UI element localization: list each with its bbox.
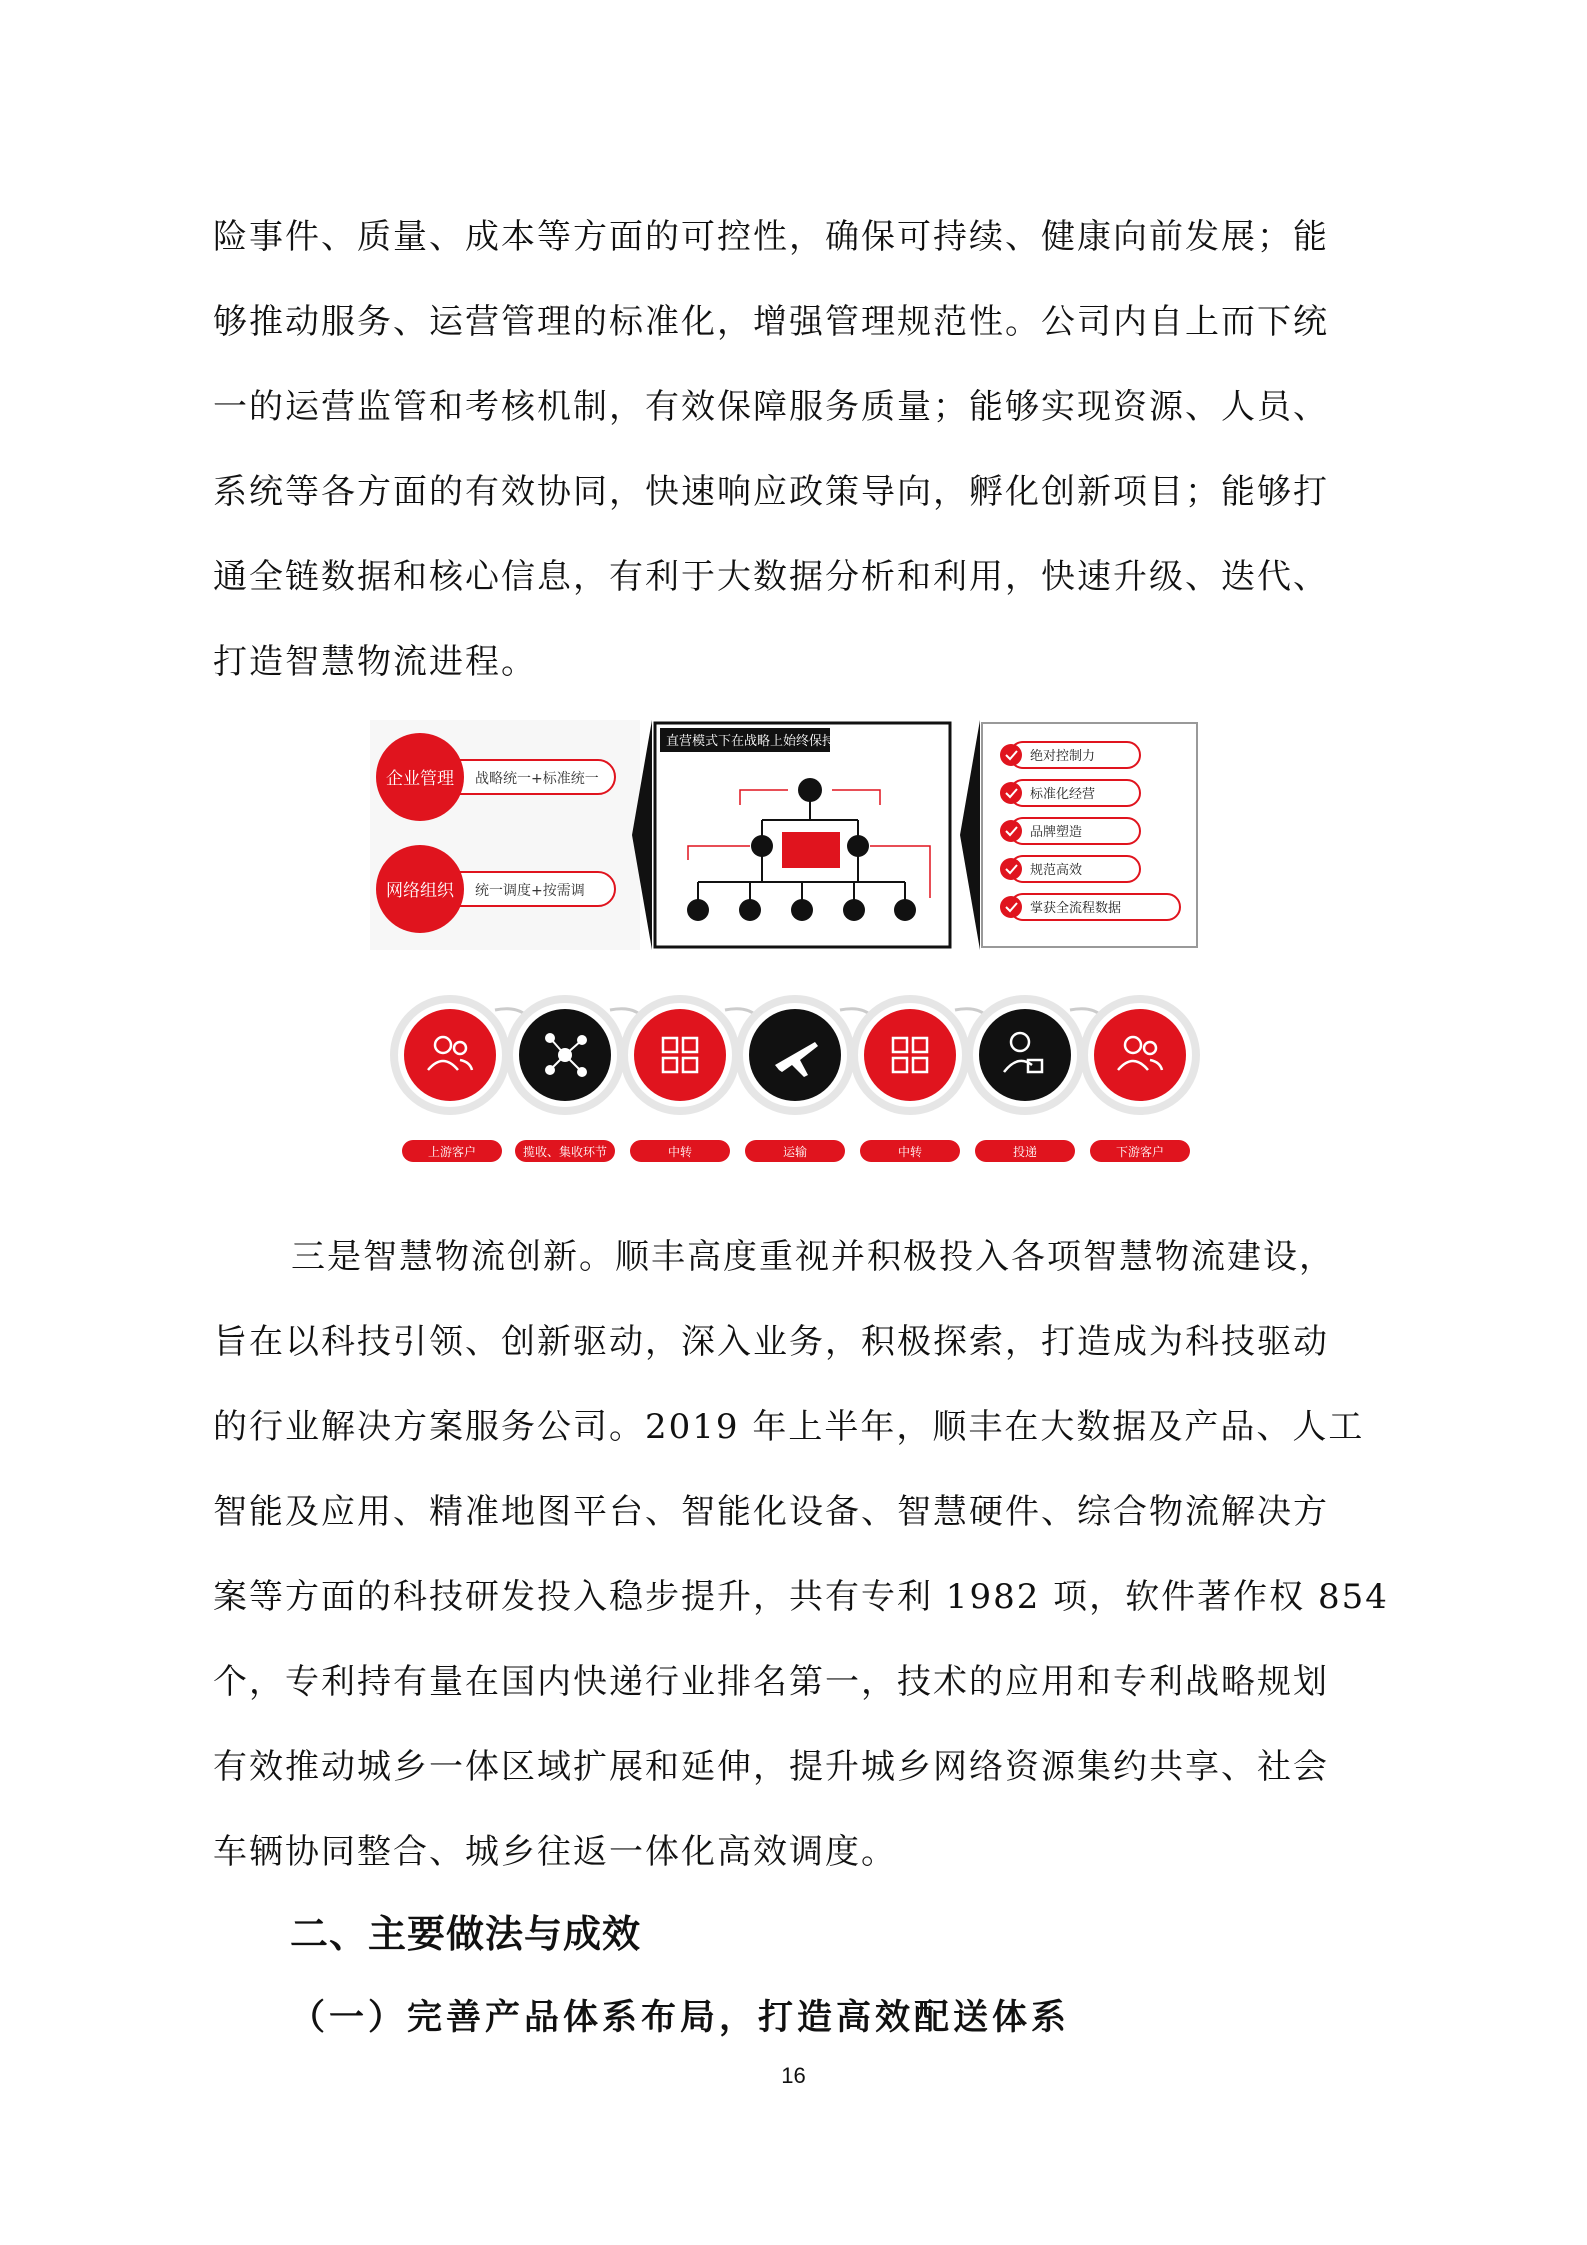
flow-node [394,999,506,1162]
network-organization-label: 网络组织 [386,881,454,901]
svg-text:中转: 中转 [897,1145,923,1159]
svg-text:运输: 运输 [782,1145,808,1159]
flow-node [624,999,736,1162]
svg-text:绝对控制力: 绝对控制力 [1030,749,1096,764]
flow-node [509,999,621,1162]
benefit-item [1000,742,1140,768]
paragraph-line: 一的运营监管和考核机制，有效保障服务质量；能够实现资源、人员、 [213,387,1329,427]
tree-node [847,835,869,857]
center-title: 直营模式下在战略上始终保持统一 [666,734,862,749]
svg-text:标准化经营: 标准化经营 [1030,787,1096,802]
tree-node [687,899,709,921]
right-panel [960,720,1197,950]
logistics-flow [394,999,1196,1162]
enterprise-management-label: 企业管理 [386,769,454,789]
section-heading: 二、主要做法与成效 [290,1912,642,1956]
direct-operation-model-figure [370,720,1210,1200]
paragraph-line: 通全链数据和核心信息，有利于大数据分析和利用，快速升级、迭代、 [213,557,1329,597]
subsection-heading: （一）完善产品体系布局，打造高效配送体系 [290,1997,1071,2038]
benefit-item [1000,856,1140,882]
paragraph-line: 车辆协同整合、城乡往返一体化高效调度。 [213,1832,897,1872]
left-panel [370,720,640,950]
benefit-item [1000,894,1180,920]
flow-node [1084,999,1196,1162]
paragraph-line: 打造智慧物流进程。 [213,642,537,682]
tree-node [894,899,916,921]
right-left-bracket [960,720,980,950]
svg-text:下游客户: 下游客户 [1115,1145,1165,1159]
tree-center-block [782,832,840,868]
paragraph-2 [213,1215,1389,1895]
paragraph-line: 险事件、质量、成本等方面的可控性，确保可持续、健康向前发展；能 [213,217,1329,257]
paragraph-line: 案等方面的科技研发投入稳步提升，共有专利 1982 项，软件著作权 854 [213,1577,1389,1617]
page-number: 16 [781,2063,806,2088]
paragraph-line: 智能及应用、精准地图平台、智能化设备、智慧硬件、综合物流解决方 [213,1492,1329,1532]
tree-node-root [798,778,822,802]
svg-text:规范高效: 规范高效 [1030,863,1083,878]
figure-svg [370,720,1210,1200]
svg-text:上游客户: 上游客户 [427,1145,477,1159]
strategy-standard-text: 战略统一+标准统一 [475,771,599,787]
svg-text:掌获全流程数据: 掌获全流程数据 [1030,901,1122,916]
svg-text:中转: 中转 [667,1145,693,1159]
tree-node [751,835,773,857]
svg-text:揽收、集收环节: 揽收、集收环节 [522,1145,608,1159]
paragraph-line: 够推动服务、运营管理的标准化，增强管理规范性。公司内自上而下统 [213,302,1329,342]
paragraph-line: 个，专利持有量在国内快递行业排名第一，技术的应用和专利战略规划 [213,1662,1329,1702]
dispatch-text: 统一调度+按需调 [475,883,585,899]
paragraph-line: 有效推动城乡一体区域扩展和延伸，提升城乡网络资源集约共享、社会 [213,1747,1329,1787]
flow-node [739,999,851,1162]
tree-node [843,899,865,921]
paragraph-1 [213,195,1383,705]
svg-text:品牌塑造: 品牌塑造 [1030,825,1083,840]
svg-text:投递: 投递 [1012,1145,1038,1159]
benefit-item [1000,818,1140,844]
flow-node [854,999,966,1162]
paragraph-line: 旨在以科技引领、创新驱动，深入业务，积极探索，打造成为科技驱动 [213,1322,1329,1362]
benefit-item [1000,780,1140,806]
paragraph-line: 三是智慧物流创新。顺丰高度重视并积极投入各项智慧物流建设， [291,1237,1335,1277]
flow-node [969,999,1081,1162]
center-panel [632,720,950,950]
tree-node [791,899,813,921]
paragraph-line: 的行业解决方案服务公司。2019 年上半年，顺丰在大数据及产品、人工 [213,1407,1365,1447]
paragraph-line: 系统等各方面的有效协同，快速响应政策导向，孵化创新项目；能够打 [213,472,1329,512]
tree-node [739,899,761,921]
